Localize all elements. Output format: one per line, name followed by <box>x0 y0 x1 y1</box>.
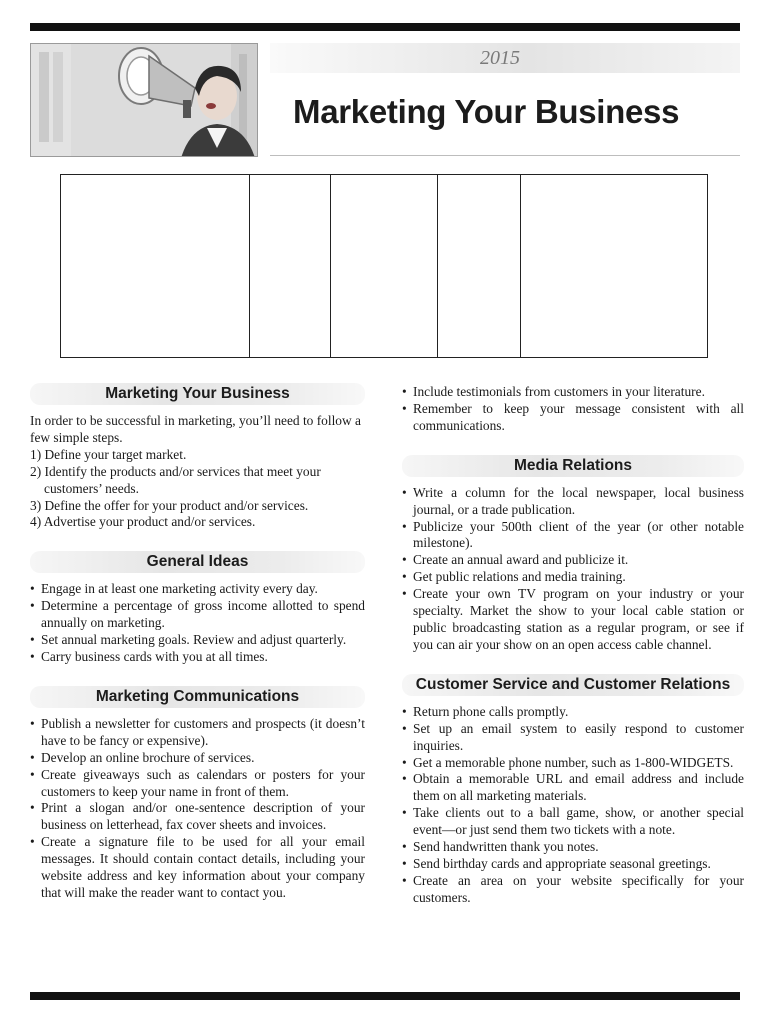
customer-relations-section <box>402 674 744 907</box>
steps-list <box>30 447 365 532</box>
top-rule <box>30 23 740 31</box>
page-title: Marketing Your Business <box>293 93 680 130</box>
list-item: • Determine a percentage of gross income allotted to spend annually on marketing. <box>30 598 365 631</box>
bullet-list <box>30 716 365 902</box>
bottom-rule <box>30 992 740 1000</box>
intro-section <box>30 383 365 531</box>
section-heading: Media Relations <box>402 455 744 477</box>
list-item: 2) Identify the products and/or services that meet your customers’ needs. <box>30 463 321 496</box>
list-item: • Write a column for the local newspaper, local business journal, or a trade publication. <box>402 484 744 517</box>
form-cell <box>61 175 250 357</box>
list-item: • Include testimonials from customers in your literature. <box>402 384 705 399</box>
list-item: • Obtain a memorable URL and email address and include them on all marketing materials. <box>402 771 744 804</box>
megaphone-photo <box>30 43 258 157</box>
section-heading: General Ideas <box>30 551 365 573</box>
form-cell <box>331 175 438 357</box>
list-item: • Remember to keep your message consistent with all communications. <box>402 400 744 433</box>
section-heading: Marketing Communications <box>30 686 365 708</box>
list-item: • Publish a newsletter for customers and prospects (it doesn’t have to be fancy or expensive). <box>30 715 365 748</box>
general-ideas-section <box>30 551 365 666</box>
list-item: • Create your own TV program on your industry or your specialty. Market the show to your local cable station or public broadcasting station as a regular program, or see if you can air your show on an open access cable channel. <box>402 586 744 652</box>
list-item: • Set annual marketing goals. Review and adjust quarterly. <box>30 632 347 648</box>
list-item: • Send birthday cards and appropriate seasonal greetings. <box>402 855 711 871</box>
title-divider <box>270 155 740 156</box>
list-item: • Create a signature file to be used for all your email messages. It should contain contact details, including your website address and key information about your company that will make the reader want to contact you. <box>30 834 365 900</box>
list-item: 3) Define the offer for your product and/or services. <box>30 497 309 513</box>
list-item: 1) Define your target market. <box>30 446 187 462</box>
communications-continued <box>402 384 744 435</box>
form-cell <box>250 175 331 357</box>
list-item: • Create an area on your website specifically for your customers. <box>402 872 744 905</box>
section-heading: Marketing Your Business <box>30 383 365 405</box>
form-cell <box>521 175 707 357</box>
left-column <box>30 383 365 922</box>
blank-form-table <box>60 174 708 358</box>
list-item: • Return phone calls promptly. <box>402 703 569 719</box>
list-item: • Create giveaways such as calendars or posters for your customers to keep your name in front of them. <box>30 766 365 799</box>
list-item: • Take clients out to a ball game, show, or another special event—or just send them two tickets with a note. <box>402 805 744 838</box>
bullet-list <box>402 485 744 654</box>
bullet-list <box>30 581 365 666</box>
section-heading: Customer Service and Customer Relations <box>402 674 744 696</box>
list-item: • Send handwritten thank you notes. <box>402 839 599 855</box>
bullet-list <box>402 704 744 907</box>
year-label: 2015 <box>480 47 520 69</box>
list-item: • Engage in at least one marketing activity every day. <box>30 581 318 597</box>
list-item: • Create an annual award and publicize it. <box>402 552 629 568</box>
media-relations-section <box>402 455 744 654</box>
list-item: • Carry business cards with you at all times. <box>30 648 268 664</box>
bullet-list <box>402 384 744 435</box>
list-item: • Set up an email system to easily respond to customer inquiries. <box>402 720 744 753</box>
list-item: • Get a memorable phone number, such as 1-800-WIDGETS. <box>402 754 734 770</box>
list-item: • Get public relations and media training. <box>402 569 626 585</box>
form-cell <box>438 175 521 357</box>
intro-text: In order to be successful in marketing, you’ll need to follow a few simple steps. <box>30 413 361 445</box>
right-column <box>402 384 744 927</box>
communications-section <box>30 686 365 902</box>
list-item: 4) Advertise your product and/or services. <box>30 514 256 530</box>
list-item: • Print a slogan and/or one-sentence description of your business on letterhead, fax cover sheets and invoices. <box>30 800 365 833</box>
list-item: • Publicize your 500th client of the year (or other notable milestone). <box>402 518 744 551</box>
list-item: • Develop an online brochure of services. <box>30 749 255 765</box>
